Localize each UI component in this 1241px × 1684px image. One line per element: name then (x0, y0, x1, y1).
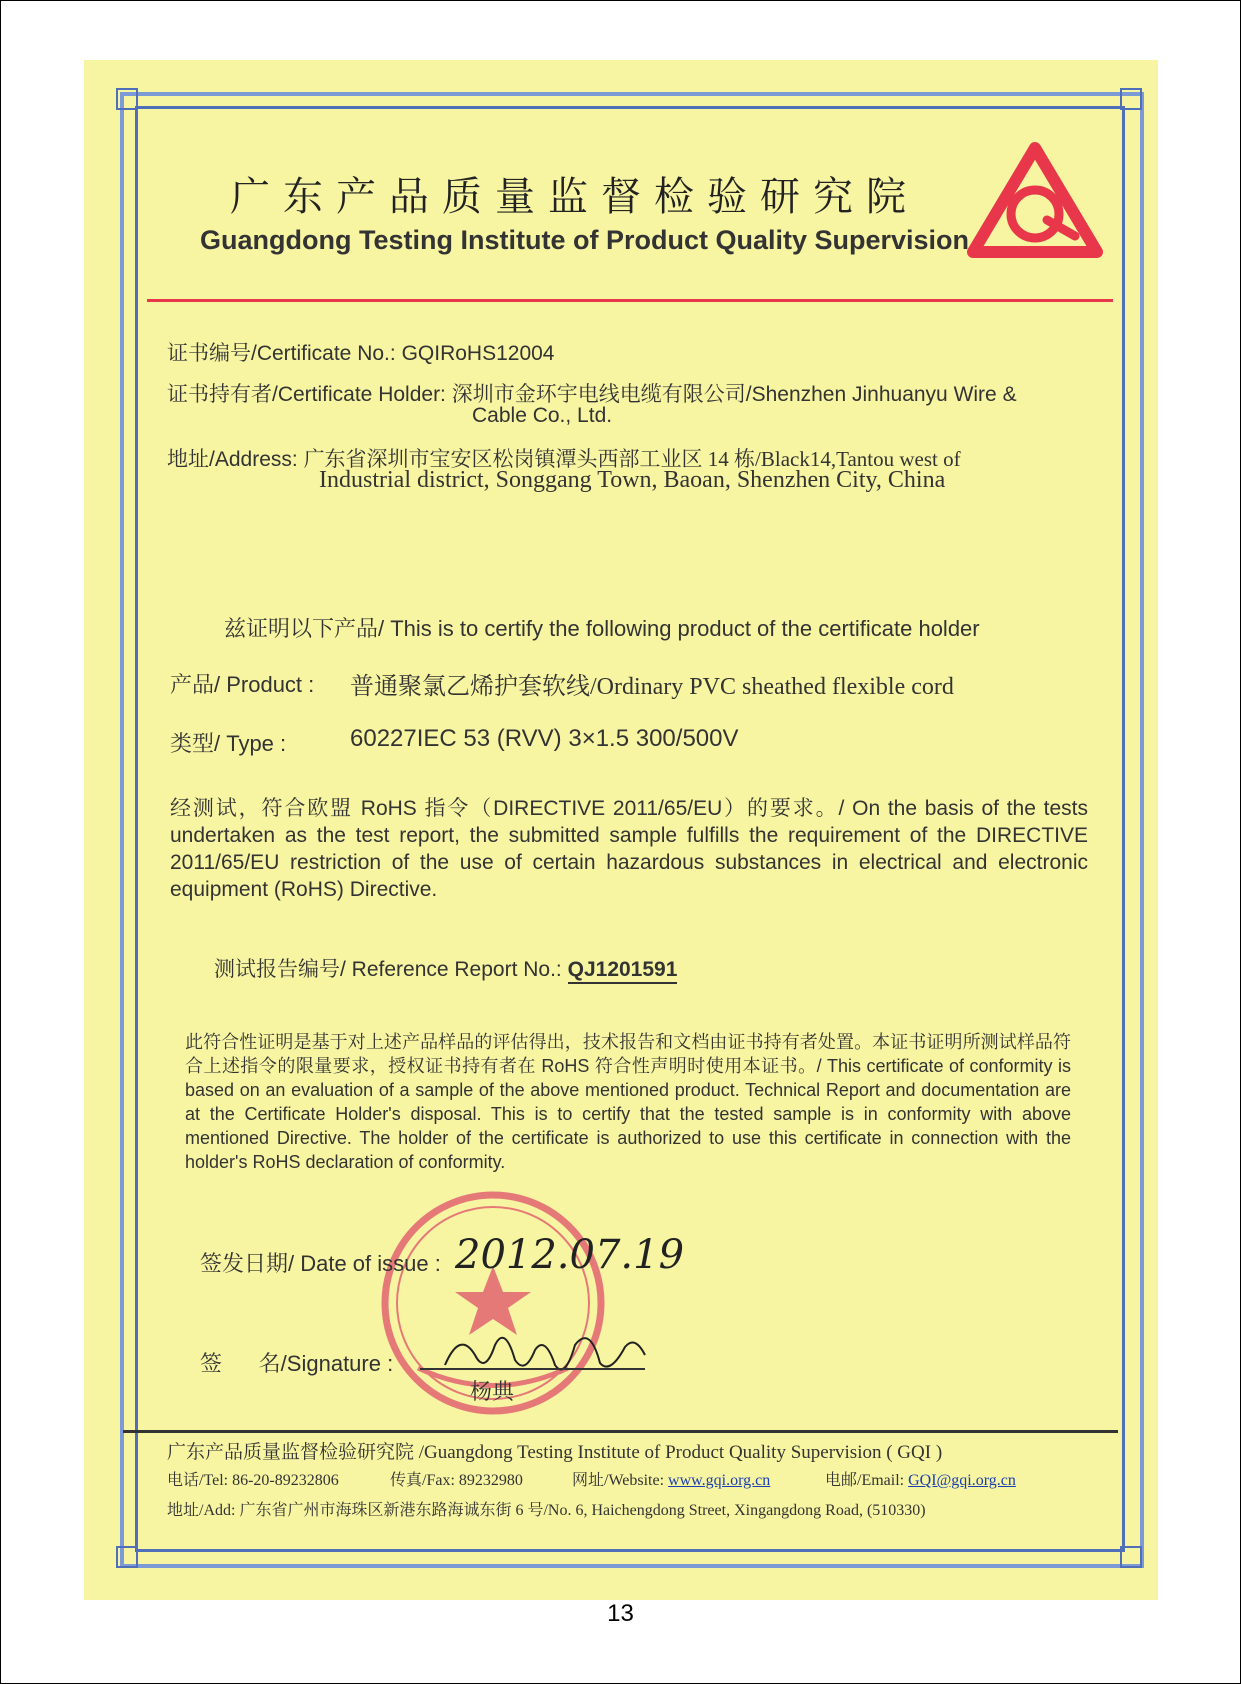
footer-email (825, 1467, 1016, 1490)
footer-email-link[interactable]: GQI@gqi.org.cn (908, 1472, 1016, 1489)
footer-website (572, 1467, 770, 1490)
signature-label-en: Signature : (286, 1351, 394, 1376)
header-divider (147, 299, 1113, 302)
page-number: 13 (607, 1600, 634, 1627)
holder-address-value: 广东省深圳市宝安区松岗镇潭头西部工业区 14 栋/Black14,Tantou west of (303, 447, 961, 471)
footer-divider (123, 1430, 1118, 1433)
signature-label-cn: 签 名/ (200, 1351, 287, 1376)
reference-report (214, 953, 677, 983)
footer-email-label: 电邮/Email: (825, 1472, 905, 1489)
conformity-statement: 此符合性证明是基于对上述产品样品的评估得出，技术报告和文档由证书持有者处置。本证书证明所测试样品符合上述指令的限量要求，授权证书持有者在 RoHS 符合性声明时使用本证书。/ This certificate of conformity is based on an evaluation of a sample of the above mentioned product. Technical Report and documentation are at the Certificate Holder's disposal. This is to certify that the tested sample is in conformity with above mentioned Directive. The holder of the certificate is authorized to use this certificate in connection with the holder's RoHS declaration of conformity. (185, 1032, 1071, 1172)
type-label: 类型/ Type : (170, 731, 287, 756)
frame-corner (116, 88, 138, 110)
handwritten-signature (440, 1325, 650, 1380)
footer-tel: 电话/Tel: 86-20-89232806 (167, 1472, 339, 1489)
signature-line (420, 1368, 645, 1370)
certificate-holder-value: 深圳市金环宇电线电缆有限公司/Shenzhen Jinhuanyu Wire & (451, 383, 1017, 406)
reference-report-label: 测试报告编号/ Reference Report No.: (214, 958, 562, 981)
issue-date-label: 签发日期/ Date of issue : (200, 1251, 441, 1276)
product-label: 产品/ Product : (170, 672, 315, 697)
frame-corner (1120, 1546, 1142, 1568)
certify-intro: 兹证明以下产品/ This is to certify the following product of the certificate holder (224, 616, 980, 641)
gqi-logo (965, 140, 1105, 265)
footer-organization: 广东产品质量监督检验研究院 /Guangdong Testing Institute of Product Quality Supervision ( GQI ) (167, 1442, 943, 1463)
institute-title-cn: 广东产品质量监督检验研究院 (230, 174, 919, 220)
certificate-number (167, 337, 554, 367)
certificate-holder-label: 证书持有者/Certificate Holder: (167, 383, 446, 406)
type-value: 60227IEC 53 (RVV) 3×1.5 300/500V (350, 725, 739, 752)
footer-website-link[interactable]: www.gqi.org.cn (668, 1472, 771, 1489)
signature-label (200, 1347, 393, 1378)
certificate-number-value: GQIRoHS12004 (401, 342, 555, 365)
compliance-statement: 经测试，符合欧盟 RoHS 指令（DIRECTIVE 2011/65/EU）的要求。/ On the basis of the tests undertaken as the test report, the submitted sample fulfills the requirement of the DIRECTIVE 2011/65/EU restriction of the use of certain hazardous substances in electrical and electronic equipment (RoHS) Directive. (170, 797, 1088, 901)
certificate-holder-line2: Cable Co., Ltd. (472, 404, 613, 427)
footer-fax: 传真/Fax: 89232980 (390, 1472, 523, 1489)
institute-title-en: Guangdong Testing Institute of Product Quality Supervision (200, 225, 970, 255)
holder-address-line2: Industrial district, Songgang Town, Baoan, Shenzhen City, China (319, 467, 946, 493)
signature-name: 杨典 (470, 1380, 515, 1405)
product-value: 普通聚氯乙烯护套软线/Ordinary PVC sheathed flexible cord (350, 674, 954, 700)
issue-date-value: 2012.07.19 (455, 1232, 685, 1278)
holder-address-label: 地址/Address: (167, 448, 298, 471)
reference-report-value: QJ1201591 (568, 958, 678, 984)
frame-corner (1120, 88, 1142, 110)
footer-address: 地址/Add: 广东省广州市海珠区新港东路海诚东街 6 号/No. 6, Haichengdong Street, Xingangdong Road, (510330) (167, 1502, 926, 1519)
footer-website-label: 网址/Website: (572, 1472, 665, 1489)
frame-corner (116, 1546, 138, 1568)
certificate-number-label: 证书编号/Certificate No.: (167, 342, 396, 365)
